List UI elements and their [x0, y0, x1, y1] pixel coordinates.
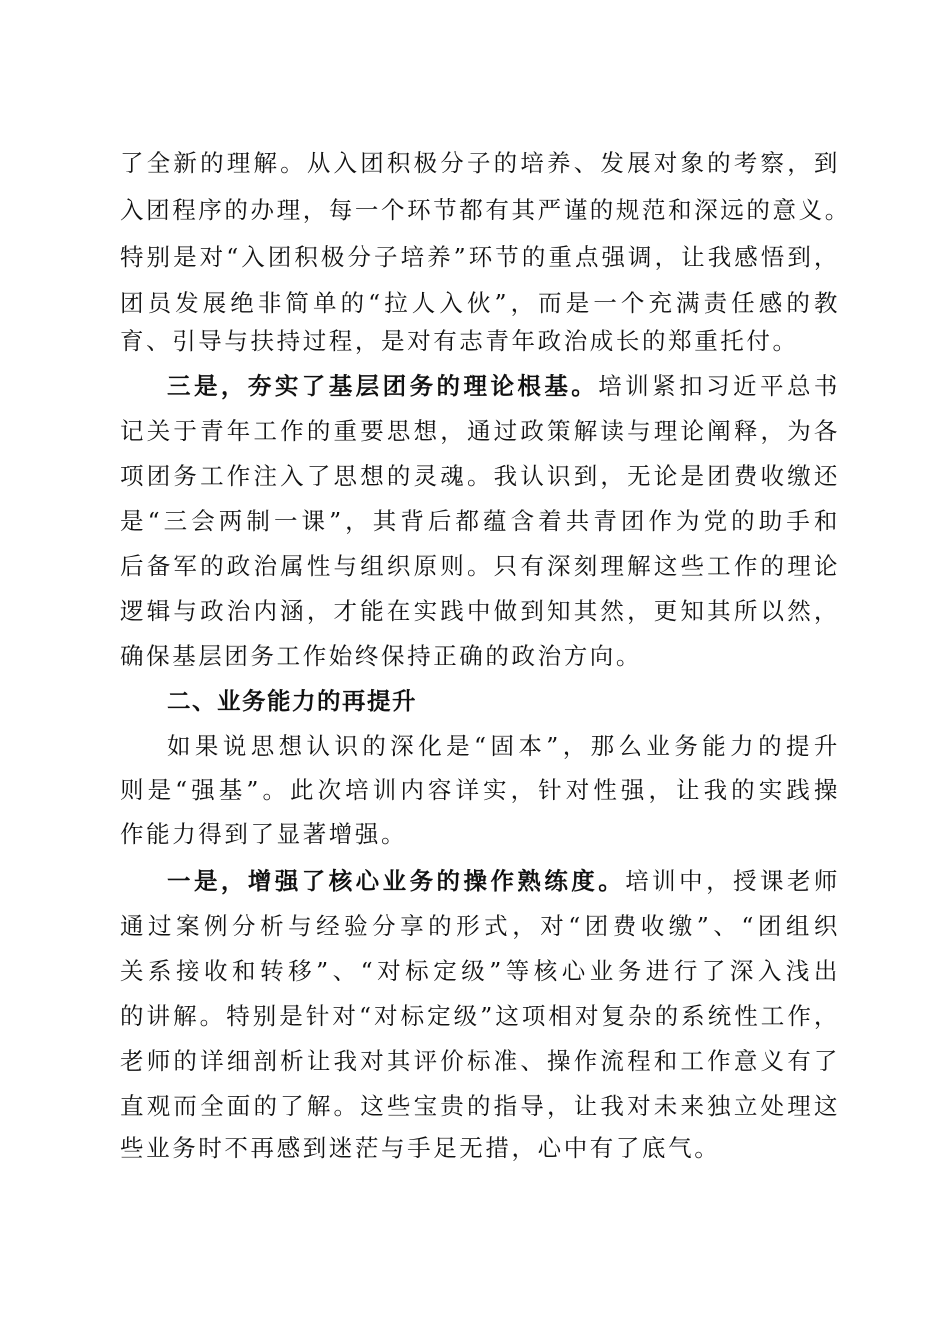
paragraph-2-line-5: 后备军的政治属性与组织原则。只有深刻理解这些工作的理论: [120, 552, 840, 580]
paragraph-4-line-7: 些业务时不再感到迷茫与手足无措，心中有了底气。: [120, 1134, 721, 1162]
paragraph-3-line-1: 如果说思想认识的深化是“固本”，那么业务能力的提升: [167, 732, 840, 760]
paragraph-4-line-1: [167, 864, 840, 898]
section-heading: 二、业务能力的再提升: [167, 687, 417, 715]
paragraph-4-line-6: 直观而全面的了解。这些宝贵的指导，让我对未来独立处理这: [120, 1092, 840, 1120]
paragraph-1-line-2: 入团程序的办理，每一个环节都有其严谨的规范和深远的意义。: [120, 196, 851, 224]
paragraph-4-line-4: 的讲解。特别是针对“对标定级”这项相对复杂的系统性工作，: [120, 1002, 840, 1030]
paragraph-2-line-1: [167, 369, 840, 403]
paragraph-2-first-rest: 培训紧扣习近平总书: [598, 372, 840, 400]
paragraph-2-line-6: 逻辑与政治内涵，才能在实践中做到知其然，更知其所以然，: [120, 597, 840, 625]
paragraph-4-line-5: 老师的详细剖析让我对其评价标准、操作流程和工作意义有了: [120, 1047, 840, 1075]
paragraph-1-line-5: 育、引导与扶持过程，是对有志青年政治成长的郑重托付。: [120, 327, 799, 355]
paragraph-2-line-7: 确保基层团务工作始终保持正确的政治方向。: [120, 642, 642, 670]
paragraph-2-line-2: 记关于青年工作的重要思想，通过政策解读与理论阐释，为各: [120, 417, 840, 445]
paragraph-4-line-3: 关系接收和转移”、“对标定级”等核心业务进行了深入浅出: [120, 957, 840, 985]
paragraph-4-line-2: 通过案例分析与经验分享的形式，对“团费收缴”、“团组织: [120, 912, 840, 940]
paragraph-3-line-2: 则是“强基”。此次培训内容详实，针对性强，让我的实践操: [120, 776, 840, 804]
paragraph-1-line-3: 特别是对“入团积极分子培养”环节的重点强调，让我感悟到，: [120, 243, 840, 271]
paragraph-2-lead: 三是，夯实了基层团务的理论根基。: [167, 372, 599, 400]
paragraph-1-line-1: 了全新的理解。从入团积极分子的培养、发展对象的考察，到: [120, 149, 840, 177]
paragraph-1-line-4: 团员发展绝非简单的“拉人入伙”，而是一个充满责任感的教: [120, 289, 840, 317]
paragraph-3-line-3: 作能力得到了显著增强。: [120, 820, 408, 848]
paragraph-2-line-4: 是“三会两制一课”，其背后都蕴含着共青团作为党的助手和: [120, 507, 840, 535]
paragraph-2-line-3: 项团务工作注入了思想的灵魂。我认识到，无论是团费收缴还: [120, 462, 840, 490]
paragraph-4-lead: 一是，增强了核心业务的操作熟练度。: [167, 867, 626, 895]
paragraph-4-first-rest: 培训中，授课老师: [625, 867, 840, 895]
